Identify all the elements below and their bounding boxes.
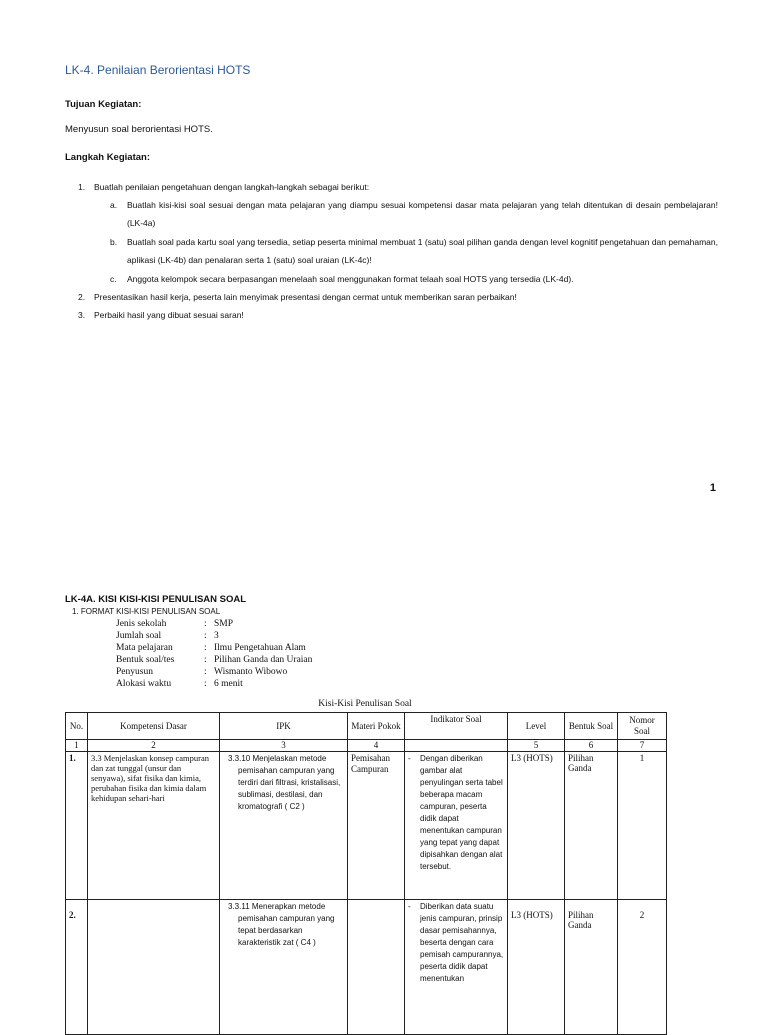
substep-item — [110, 270, 718, 288]
ipk-text: pemisahan campuran yang tepat berdasarkan karakteristik zat ( C4 ) — [238, 914, 335, 947]
info-value: Wismanto Wibowo — [214, 667, 288, 677]
cell-nomor: 2 — [618, 900, 667, 1035]
col-number: 5 — [508, 740, 565, 752]
step-item — [78, 178, 718, 196]
info-label: Penyusun — [116, 667, 153, 677]
info-label: Bentuk soal/tes — [116, 655, 175, 665]
column-number-row — [66, 740, 667, 752]
ipk-code: 3.3.11 — [228, 902, 250, 911]
step-item — [78, 288, 718, 306]
cell-bentuk: Pilihan Ganda — [565, 752, 618, 900]
indikator-dash: - — [408, 754, 411, 763]
col-number: 4 — [348, 740, 405, 752]
step-number: 1. — [78, 182, 86, 192]
step-number: 2. — [78, 292, 86, 302]
substep-text: Buatlah soal pada kartu soal yang tersedia, setiap peserta minimal membuat 1 (satu) soal pilihan ganda dengan level kognitif pengetahuan dan pemahaman, aplikasi (LK-4b) dan penalaran serta 1 (satu) soal uraian (LK-4c)! — [127, 237, 718, 265]
step-item — [78, 306, 718, 324]
indikator-dash: - — [408, 902, 411, 911]
substep-letter: c. — [110, 274, 117, 284]
table-row — [66, 752, 667, 900]
cell-level: L3 (HOTS) — [508, 900, 565, 1035]
page-2 — [0, 560, 768, 1024]
info-separator: : — [204, 631, 207, 641]
info-label: Mata pelajaran — [116, 643, 173, 653]
header-materi: Materi Pokok — [348, 713, 405, 740]
col-number: 1 — [66, 740, 88, 752]
table-header-row — [66, 713, 667, 740]
cell-no: 2. — [66, 900, 88, 1035]
info-label: Jenis sekolah — [116, 619, 167, 629]
cell-kompetensi — [88, 900, 220, 1035]
substep-text: Anggota kelompok secara berpasangan menelaah soal menggunakan format telaah soal HOTS yang tersedia (LK-4d). — [127, 274, 574, 284]
indikator-text: Dengan diberikan gambar alat penyulingan serta tabel beberapa macam campuran, peserta didik dapat menentukan campuran yang tepat yang dapat dipisahkan dengan alat tersebut. — [420, 754, 503, 871]
header-nomor: Nomor Soal — [618, 713, 667, 740]
cell-indikator — [405, 900, 508, 1035]
cell-level: L3 (HOTS) — [508, 752, 565, 900]
header-bentuk: Bentuk Soal — [565, 713, 618, 740]
kisi-table — [65, 712, 667, 1035]
materi-text: Pemisahan Campuran — [351, 753, 390, 774]
info-separator: : — [204, 667, 207, 677]
info-value: 3 — [214, 631, 219, 641]
cell-no: 1. — [66, 752, 88, 900]
info-value: Pilihan Ganda dan Uraian — [214, 655, 313, 665]
info-value: 6 menit — [214, 679, 243, 689]
ipk-first-line: Menerapkan metode — [251, 902, 326, 911]
header-ipk: IPK — [220, 713, 348, 740]
cell-indikator — [405, 752, 508, 900]
format-heading: 1. FORMAT KISI-KISI PENULISAN SOAL — [72, 607, 221, 616]
substep-letter: b. — [110, 237, 118, 247]
substep-item — [110, 196, 718, 232]
info-label: Jumlah soal — [116, 631, 162, 641]
header-kompetensi: Kompetensi Dasar — [88, 713, 220, 740]
cell-bentuk: Pilihan Ganda — [565, 900, 618, 1035]
info-value: Ilmu Pengetahuan Alam — [214, 643, 306, 653]
step-text: Buatlah penilaian pengetahuan dengan langkah-langkah sebagai berikut: — [94, 182, 370, 192]
substep-letter: a. — [110, 200, 118, 210]
substep-item — [110, 233, 718, 269]
info-separator: : — [204, 643, 207, 653]
header-indikator: Indikator Soal — [405, 713, 508, 740]
info-separator: : — [204, 619, 207, 629]
info-label: Alokasi waktu — [116, 679, 172, 689]
ipk-code: 3.3.10 — [228, 754, 251, 763]
info-value: SMP — [214, 619, 234, 629]
kisi-heading: LK-4A. KISI KISI-KISI PENULISAN SOAL — [65, 594, 247, 605]
cell-ipk — [220, 752, 348, 900]
cell-ipk — [220, 900, 348, 1035]
step-number: 3. — [78, 310, 86, 320]
ipk-first-line: Menjelaskan metode — [252, 754, 327, 763]
info-separator: : — [204, 655, 207, 665]
col-number: 6 — [565, 740, 618, 752]
cell-materi — [348, 900, 405, 1035]
col-number: 3 — [220, 740, 348, 752]
col-number: 2 — [88, 740, 220, 752]
cell-materi — [348, 752, 405, 900]
step-text: Perbaiki hasil yang dibuat sesuai saran! — [94, 310, 244, 320]
langkah-label: Langkah Kegiatan: — [65, 152, 150, 163]
kd-text: 3.3 Menjelaskan konsep campuran dan zat tunggal (unsur dan senyawa), sifat fisika dan kimia, perubahan fisika dan kimia dalam kehidupan sehari-hari — [91, 753, 210, 803]
table-row — [66, 900, 667, 1035]
table-caption: Kisi-Kisi Penulisan Soal — [318, 699, 412, 709]
info-separator: : — [204, 679, 207, 689]
cell-nomor: 1 — [618, 752, 667, 900]
header-no: No. — [66, 713, 88, 740]
col-number: 7 — [618, 740, 667, 752]
tujuan-text: Menyusun soal berorientasi HOTS. — [65, 124, 213, 135]
page-number: 1 — [709, 482, 716, 494]
indikator-text: Diberikan data suatu jenis campuran, prinsip dasar pemisahannya, beserta dengan cara pemisah campurannya, peserta didik dapat menentukan — [420, 902, 504, 983]
document-title: LK-4. Penilaian Berorientasi HOTS — [65, 63, 251, 77]
header-level: Level — [508, 713, 565, 740]
substep-text: Buatlah kisi-kisi soal sesuai dengan mata pelajaran yang diampu sesuai kompetensi dasar mata pelajaran yang telah ditentukan di desain pembelajaran! (LK-4a) — [127, 200, 718, 228]
step-text: Presentasikan hasil kerja, peserta lain menyimak presentasi dengan cermat untuk memberikan saran perbaikan! — [94, 292, 517, 302]
col-number — [405, 740, 508, 752]
tujuan-label: Tujuan Kegiatan: — [65, 99, 142, 110]
cell-kompetensi — [88, 752, 220, 900]
ipk-text: pemisahan campuran yang terdiri dari filtrasi, kristalisasi, sublimasi, destilasi, dan kromatografi ( C2 ) — [238, 766, 341, 811]
